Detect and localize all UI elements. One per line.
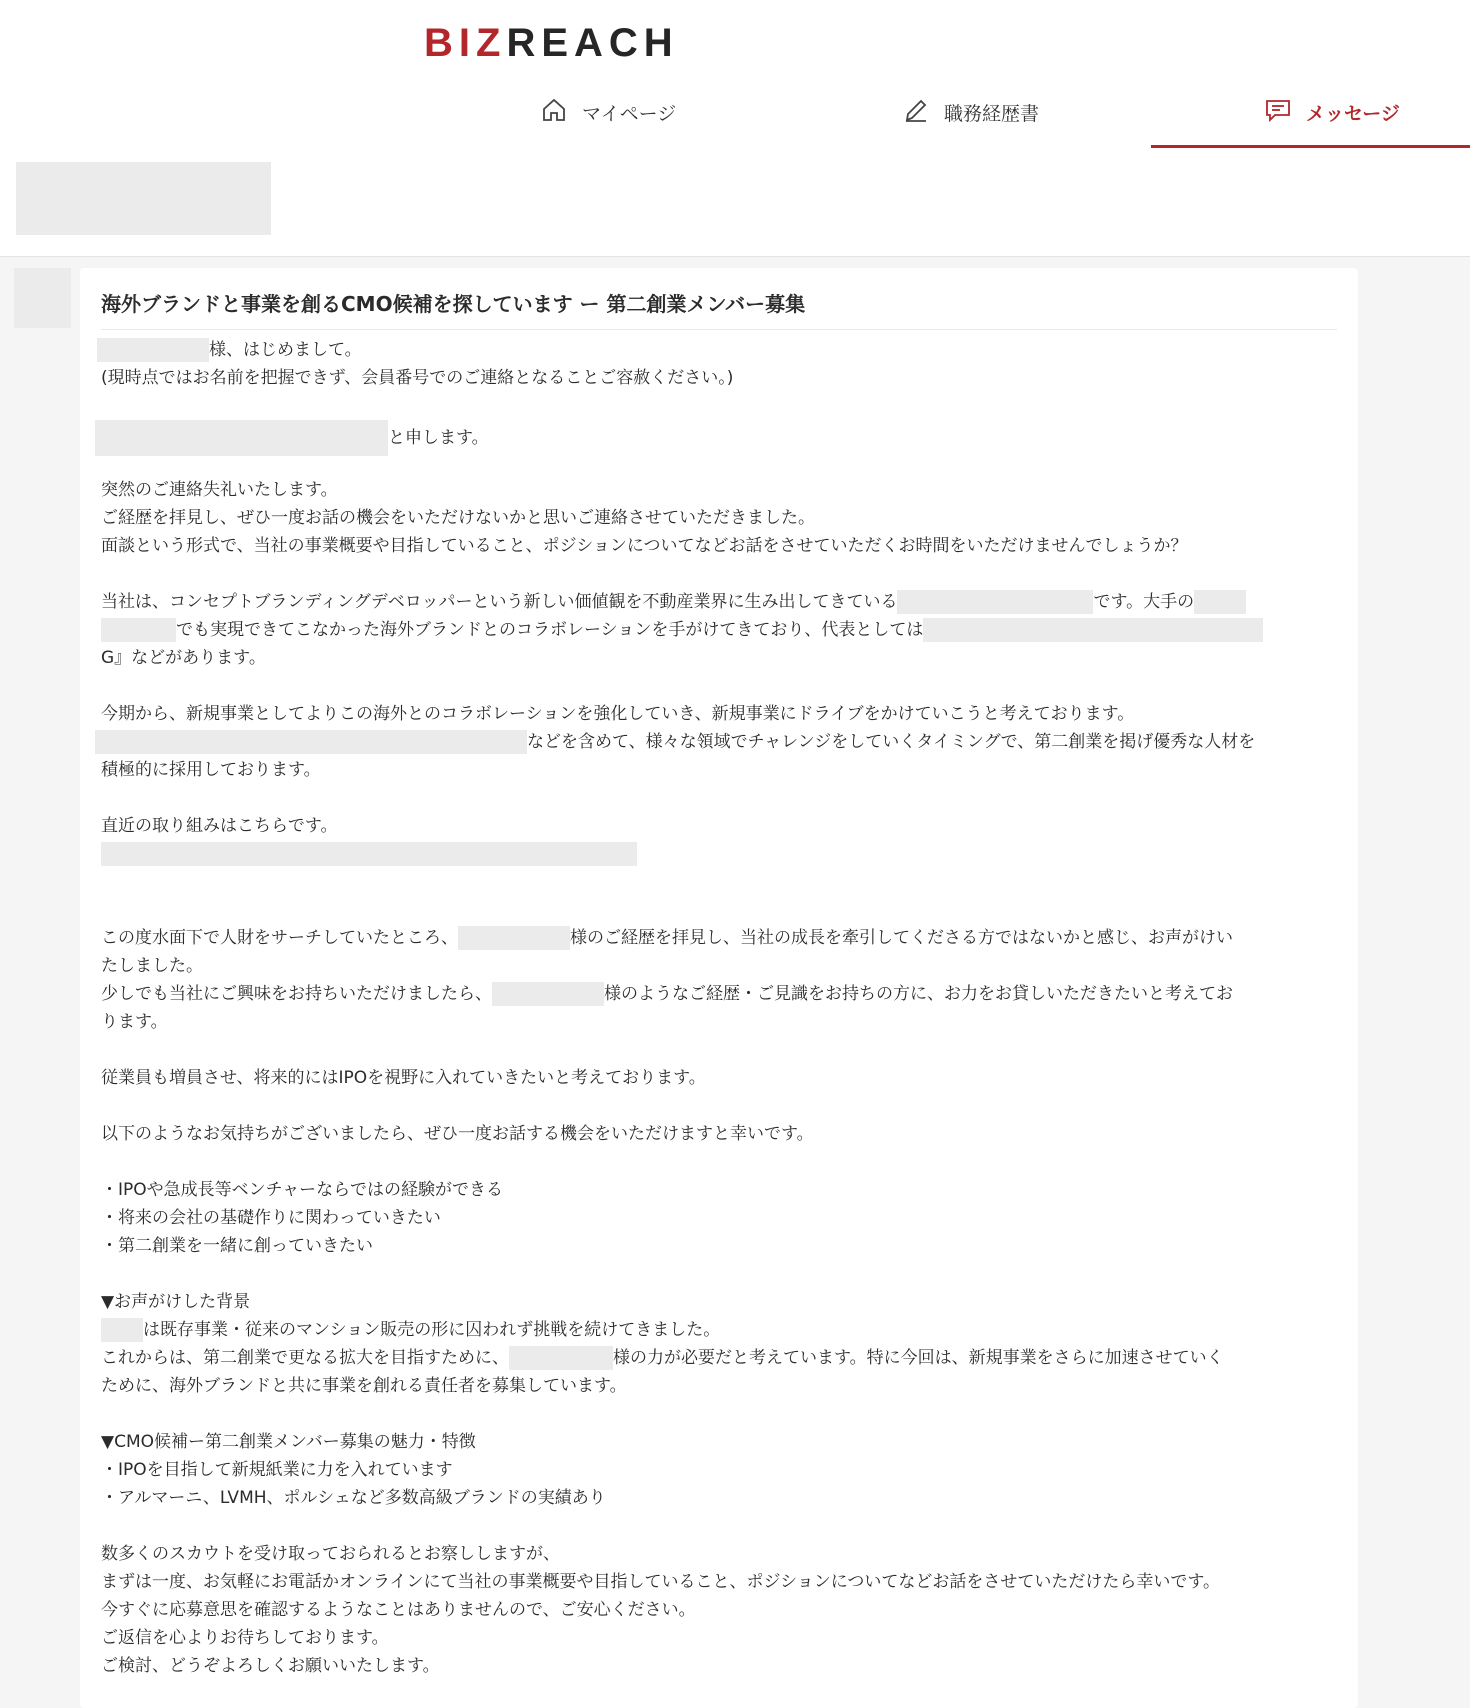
redacted-company — [95, 420, 388, 456]
redacted-name — [509, 1346, 613, 1370]
redacted-name — [492, 982, 604, 1006]
sender-info-redacted — [16, 162, 271, 235]
redacted-link[interactable] — [101, 842, 637, 866]
nav-resume[interactable] — [902, 92, 1039, 132]
nav-message-label: メッセージ — [1306, 102, 1400, 125]
message-subject: 海外ブランドと事業を創るCMO候補を探しています ー 第二創業メンバー募集 — [101, 288, 1337, 330]
message-sender-header — [0, 148, 1470, 257]
home-icon — [540, 96, 568, 129]
redacted-company — [101, 1318, 143, 1342]
sender-avatar — [14, 268, 71, 328]
redacted-text — [95, 730, 527, 754]
nav-mypage-label: マイページ — [582, 102, 677, 125]
message-icon — [1264, 96, 1292, 129]
bizreach-logo[interactable]: BIZREACH — [424, 21, 679, 65]
nav-message[interactable] — [1264, 92, 1400, 132]
redacted-name — [97, 338, 209, 362]
redacted-company — [897, 590, 1093, 614]
nav-mypage[interactable] — [540, 92, 676, 132]
nav-resume-label: 職務経歴書 — [944, 102, 1040, 125]
redacted-text — [1194, 590, 1246, 614]
redacted-text — [101, 618, 176, 642]
redacted-text — [923, 618, 1263, 642]
redacted-name — [458, 926, 570, 950]
message-body: 様、はじめまして。 (現時点ではお名前を把握できず、会員番号でのご連絡となることご容赦ください。) と申します。 突然のご連絡失礼いたします。 ご経歴を拝見し、ぜひ一度お話の機会をいただけないかと思いご連絡させていただきました。 面談という形式で、当社の事業概要や目指していること、ポジションについてなどお話をさせていただくお時間をいただけませんでしょうか？ 当社は、コンセプトブランディングデベロッパーという新しい価値観を不動産業界に生み出してきている です。大手の でも実現できてこなかった海外ブランドとのコラボレーションを手がけてきており、代表としては G』などがあります。 今期から、新規事業としてよりこの海外とのコラボレーションを強化していき、新規事業にドライブをかけていこうと考えております。 などを含めて、様々な領域でチャレンジをしていくタイミングで、第二創業を掲げ優秀な人材を 積極的に採用しております。 直近の取り組みはこちらです。 この度水面下で人財をサーチしていたところ、 様のご経歴を拝見し、当社の成長を牽引してくださる方ではないかと感じ、お声がけい たしました。 少しでも当社にご興味をお持ちいただけましたら、 様のようなご経歴・ご見識をお持ちの方に、お力をお貸しいただきたいと考えてお ります。 従業員も増員させ、将来的にはIPOを視野に入れていきたいと考えております。 以下のようなお気持ちがございましたら、ぜひ一度お話する機会をいただけますと幸いです。 ・IPOや急成長等ベンチャーならではの経験ができる ・将来の会社の基礎作りに関わっていきたい ・第二創業を一緒に創っていきたい ▼お声がけした背景 は既存事業・従来のマンション販売の形に囚われず挑戦を続けてきました。 これからは、第二創業で更なる拡大を目指すために、 様の力が必要だと考えています。特に今回は、新規事業をさらに加速させていく ために、海外ブランドと共に事業を創れる責任者を募集しています。 ▼CMO候補ー第二創業メンバー募集の魅力・特徴 ・IPOを目指して新規紙業に力を入れています ・アルマーニ、LVMH、ポルシェなど多数高級ブランドの実績あり 数多くのスカウトを受け取っておられるとお察ししますが、 まずは一度、お気軽にお電話かオンラインにて当社の事業概要や目指していること、ポジションについてなどお話をさせていただけたら幸いです。 今すぐに応募意思を確認するようなことはありませんので、ご安心ください。 ご返信を心よりお待ちしております。 ご検討、どうぞよろしくお願いいたします。 — [101, 336, 1341, 1680]
message-card — [80, 268, 1358, 1708]
top-header — [0, 0, 1470, 148]
pencil-icon — [902, 96, 930, 129]
